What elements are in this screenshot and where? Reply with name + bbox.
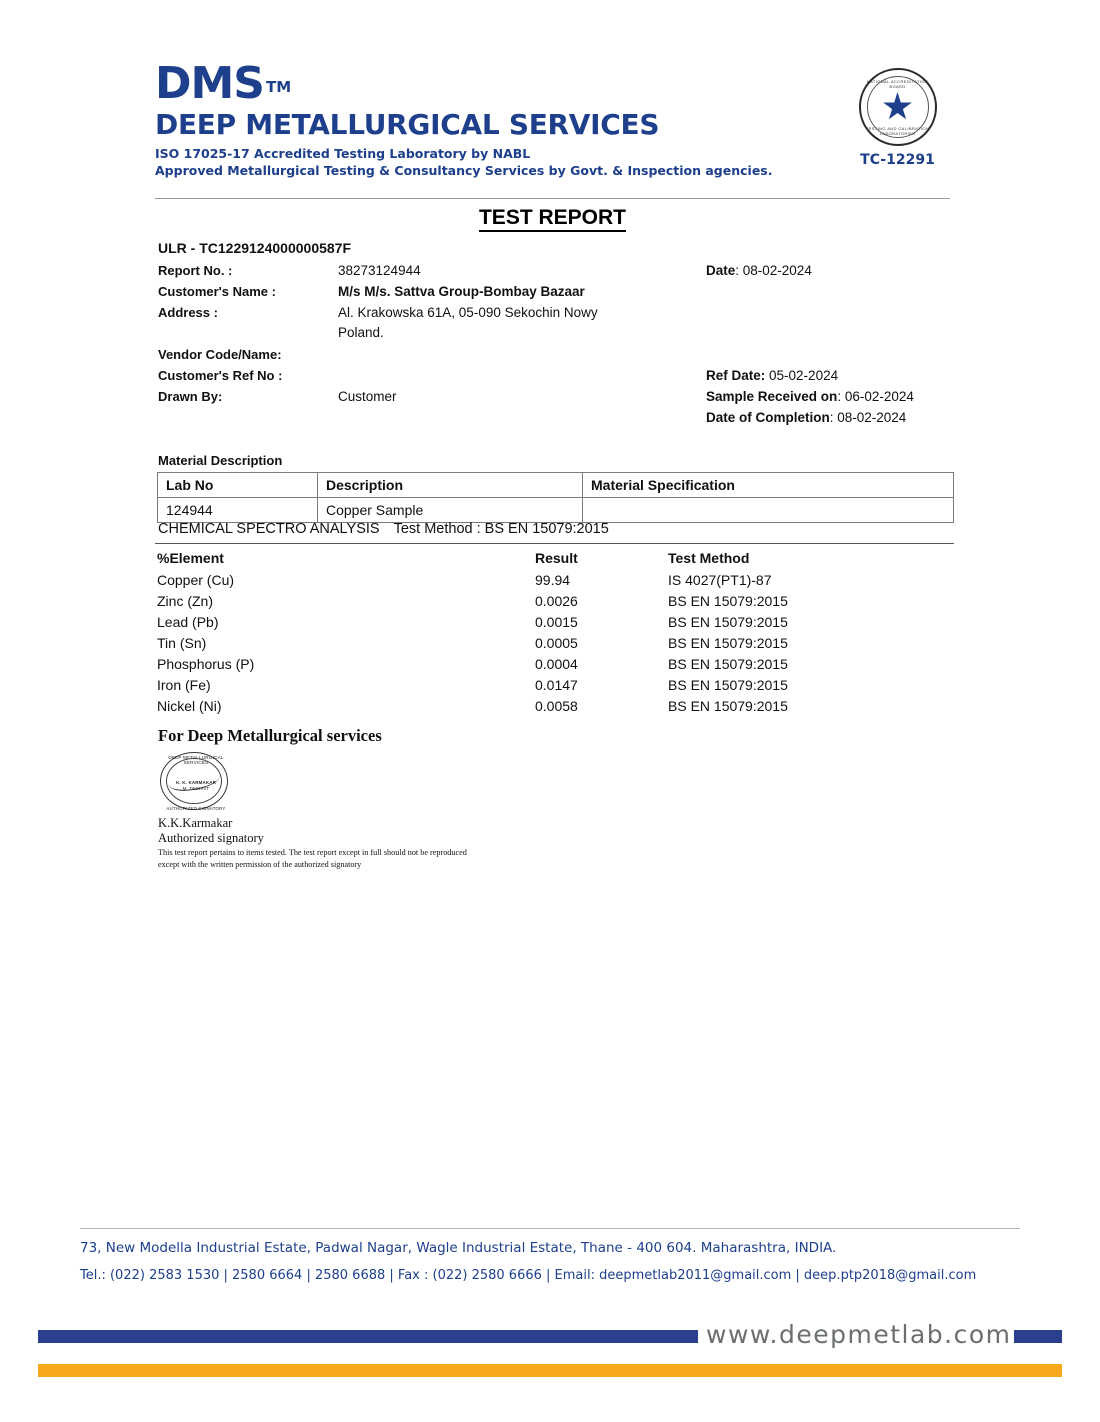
chem-cell-result: 0.0004 [535,656,578,672]
customer-name-row [158,284,958,305]
customer-name-value: M/s M/s. Sattva Group-Bombay Bazaar [338,284,585,299]
material-cell-lab-no: 124944 [158,498,318,523]
footer-bar-blue-right [1014,1330,1062,1343]
table-row [157,675,954,696]
stamp-title-text: M. TECH/IIT [182,786,210,791]
disclaimer [158,847,578,871]
signatory-name: K.K.Karmakar [158,816,233,830]
chem-cell-method: BS EN 15079:2015 [668,656,788,672]
ref-date-value: 05-02-2024 [769,368,839,383]
drawn-by-value: Customer [338,389,397,404]
table-row [157,570,954,591]
table-row [158,498,954,523]
table-row [157,654,954,675]
page-title-text: TEST REPORT [479,206,626,232]
chemical-section-title: CHEMICAL SPECTRO ANALYSIS [158,521,380,537]
table-header-row [157,548,954,570]
sample-received [706,389,914,404]
letterhead [155,58,950,178]
date-value: : 08-02-2024 [735,263,812,278]
brand-full-name: DEEP METALLURGICAL SERVICES [155,108,660,141]
chem-cell-element: Iron (Fe) [157,677,211,693]
accreditation-line-2: Approved Metallurgical Testing & Consultancy Services by Govt. & Inspection agencies. [155,162,773,178]
chem-cell-result: 0.0026 [535,593,578,609]
chem-cell-result: 0.0015 [535,614,578,630]
chem-cell-result: 0.0058 [535,698,578,714]
sample-received-value: : 06-02-2024 [837,389,914,404]
table-row [157,696,954,717]
footer-address: 73, New Modella Industrial Estate, Padwal Nagar, Wagle Industrial Estate, Thane - 400 604. Maharashtra, INDIA. [80,1240,837,1256]
company-stamp-icon [160,752,232,814]
report-date [706,263,812,278]
material-description-label: Material Description [158,453,283,468]
vendor-code-label: Vendor Code/Name: [158,347,282,362]
seal-star-icon [883,92,913,122]
table-row [157,612,954,633]
chem-cell-element: Zinc (Zn) [157,593,213,609]
chem-cell-method: BS EN 15079:2015 [668,635,788,651]
chem-cell-element: Copper (Cu) [157,572,235,588]
chem-cell-element: Nickel (Ni) [157,698,222,714]
chemical-analysis-table [157,548,954,717]
chem-cell-element: Phosphorus (P) [157,656,255,672]
nabl-seal-icon [859,68,937,146]
sample-received-label: Sample Received on [706,389,838,404]
customer-ref-label: Customer's Ref No : [158,368,283,383]
chem-cell-result: 0.0147 [535,677,578,693]
brand-short: DMS [155,58,264,109]
disclaimer-line-2: except with the written permission of the authorized signatory [158,859,362,869]
chem-cell-method: BS EN 15079:2015 [668,614,788,630]
stamp-bottom-text: AUTHORIZED SIGNATORY [166,806,226,811]
chem-cell-result: 99.94 [535,572,571,588]
page-title [155,206,950,230]
chem-cell-result: 0.0005 [535,635,578,651]
address-label: Address : [158,305,218,320]
completion-value: : 08-02-2024 [829,410,907,425]
completion-row [158,410,958,431]
address-line-2: Poland. [338,325,384,340]
completion-label: Date of Completion [706,410,830,425]
chem-cell-method: BS EN 15079:2015 [668,593,788,609]
report-no-label: Report No. : [158,263,233,278]
chem-cell-method: IS 4027(PT1)-87 [668,572,772,588]
material-description-table [157,472,954,523]
chem-header-method: Test Method [668,550,750,566]
customer-ref-row [158,368,958,389]
signatory-role: Authorized signatory [158,831,264,845]
footer-bar-blue-left [38,1330,698,1343]
disclaimer-line-1: This test report pertains to items tested. The test report except in full should not be reproduced [158,848,467,857]
ulr-row [158,240,958,256]
vendor-code-row [158,347,958,368]
table-header-row [158,473,954,498]
chemical-divider [155,543,954,544]
drawn-by-row [158,389,958,410]
chem-cell-method: BS EN 15079:2015 [668,677,788,693]
report-no-row [158,263,958,284]
seal-top-text: NATIONAL ACCREDITATION BOARD [866,79,929,89]
accreditation-line-1: ISO 17025-17 Accredited Testing Laboratory by NABL [155,145,531,161]
material-header-specification: Material Specification [583,473,954,498]
header-divider [155,198,950,199]
address-row [158,305,958,347]
table-row [157,633,954,654]
drawn-by-label: Drawn By: [158,389,223,404]
chem-cell-element: Lead (Pb) [157,614,219,630]
ref-date-label: Ref Date: [706,368,766,383]
tc-code: TC-12291 [860,152,935,168]
material-header-lab-no: Lab No [158,473,318,498]
date-of-completion [706,410,906,425]
nabl-seal-block [845,68,950,168]
ref-date [706,368,838,383]
footer-website: www.deepmetlab.com [706,1320,1012,1349]
ulr-value: TC1229124000000587F [199,240,352,256]
signature-for-line: For Deep Metallurgical services [158,726,382,745]
material-header-description: Description [318,473,583,498]
chem-header-element: %Element [157,550,224,566]
chem-cell-method: BS EN 15079:2015 [668,698,788,714]
stamp-top-text: DEEP METALLURGICAL SERVICES [168,755,224,765]
customer-name-label: Customer's Name : [158,284,276,299]
footer-bar-yellow [38,1364,1062,1377]
ulr-label: ULR - [158,240,196,256]
footer-contact: Tel.: (022) 2583 1530 | 2580 6664 | 2580 6688 | Fax : (022) 2580 6666 | Email: deepmetlab2011@gmail.com | deep.ptp2018@gmail.com [80,1268,977,1283]
trademark-symbol: TM [266,77,292,96]
report-meta [158,240,958,431]
report-no-value: 38273124944 [338,263,421,278]
stamp-name-text: K. K. KARMAKAR [176,780,216,785]
table-row [157,591,954,612]
chem-cell-element: Tin (Sn) [157,635,207,651]
footer-divider [80,1228,1020,1229]
material-cell-specification [583,498,954,523]
chemical-analysis-heading [158,521,609,537]
date-label: Date [706,263,736,278]
chemical-test-method: Test Method : BS EN 15079:2015 [393,521,609,537]
address-line-1: Al. Krakowska 61A, 05-090 Sekochin Nowy [338,305,598,320]
seal-bottom-text: TESTING AND CALIBRATION LABORATORIES [865,126,930,136]
chem-header-result: Result [535,550,578,566]
material-cell-description: Copper Sample [318,498,583,523]
